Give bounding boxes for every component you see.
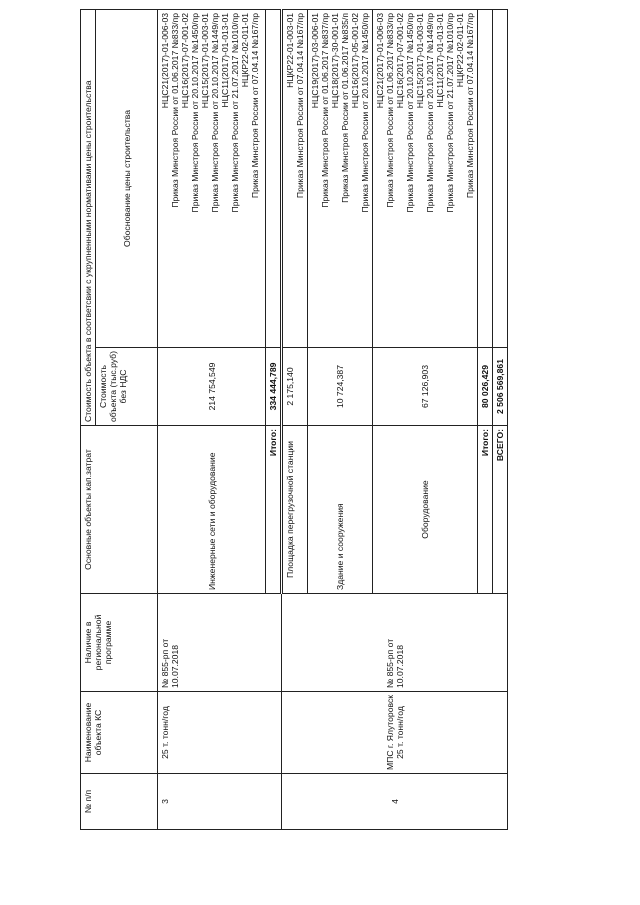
basis-line: Приказ Минстроя России от 07.04.14 №167/пр [295, 12, 305, 199]
basis-line: Приказ Минстроя России от 01.06.2017 №833/пр [170, 12, 180, 208]
basis-line: Приказ Минстроя России от 07.04.14 №167/пр [465, 12, 475, 199]
basis-line: НЦКР22-02-011-01 [455, 12, 465, 88]
row4-cost-2: 10 724,387 [308, 348, 373, 426]
grand-total: 2 506 569,861 [493, 348, 508, 426]
basis-line: НЦС21(2017)-01-006-03 [160, 12, 170, 109]
basis-line: Приказ Минстроя России от 20.10.2017 №1449/пр [425, 12, 435, 213]
basis-line: НЦС11(2017)-01-013-01 [220, 12, 230, 108]
basis-line: НЦС15(2017)-01-003-01 [415, 12, 425, 109]
basis-line: НЦС16(2017)-07-001-02 [395, 12, 405, 109]
header-num: № п/п [81, 774, 158, 830]
row4-object-2: Здание и сооружения [308, 426, 373, 594]
basis-line: НЦС15(2017)-01-003-01 [200, 12, 210, 109]
basis-line: НЦС16(2017)-07-001-02 [180, 12, 190, 109]
header-group: Стоимость объекта в соответсвии с укрупненными нормативами цены строительства [81, 9, 96, 425]
row4-num: 4 [282, 774, 508, 830]
grand-total-label: ВСЕГО: [493, 426, 508, 594]
basis-line: НЦКР22-01-003-01 [285, 12, 295, 88]
header-name: Наименование объекта КС [81, 692, 158, 774]
header-program: Наличие в региональной программе [81, 594, 158, 692]
rotated-page [80, 10, 510, 830]
row3-total: 334 444,789 [266, 348, 282, 426]
basis-line: Приказ Минстроя России от 01.06.2017 №833/пр [385, 12, 395, 208]
basis-line: НЦС18(2017)-30-001-01 [330, 12, 340, 109]
basis-line: НЦКР22-02-011-01 [240, 12, 250, 88]
row3-total-label: Итого: [266, 426, 282, 594]
basis-line: Приказ Минстроя России от 21.07.2017 №1010/пр [230, 12, 240, 213]
row3-cost: 214 754,549 [158, 348, 266, 426]
row3-object: Инженерные сети и оборудование [158, 426, 266, 594]
basis-line: Приказ Минстроя России от 20.10.2017 №1450/пр [360, 12, 370, 213]
row4-basis-3 [373, 9, 478, 347]
row3-basis [158, 9, 266, 347]
row4-basis-2 [308, 9, 373, 347]
basis-line: Приказ Минстроя России от 20.10.2017 №1449/пр [210, 12, 220, 213]
row4-basis-1 [282, 9, 308, 347]
basis-line: Приказ Минстроя России от 20.10.2017 №1450/пр [405, 12, 415, 213]
row3-program: № 855-рп от 10.07.2018 [158, 594, 282, 692]
row4-total-label: Итого: [478, 426, 493, 594]
header-objects: Основные объекты кап.затрат [81, 426, 158, 594]
header-basis: Обоснование цены строительства [96, 9, 158, 347]
row4-cost-3: 67 126,903 [373, 348, 478, 426]
header-cost: Стоимость объекта (тыс.руб) без НДС [96, 348, 158, 426]
basis-line: Приказ Минстроя России от 21.07.2017 №1010/пр [445, 12, 455, 213]
basis-line: Приказ Минстроя России от 01.06.2017 №835/п [340, 12, 350, 203]
row4-name: МПС г. Ялуторовск 25 т. тонн/год [282, 692, 508, 774]
basis-line: Приказ Минстроя России от 01.06.2017 №837/пр [320, 12, 330, 208]
basis-line: Приказ Минстроя России от 07.04.14 №167/пр [250, 12, 260, 199]
row4-object-1: Площадка перегрузочной станции [282, 426, 308, 594]
basis-line: Приказ Минстроя России от 20.10.2017 №1450/пр [190, 12, 200, 213]
row4-program: № 855-рп от 10.07.2018 [282, 594, 508, 692]
row3-name: 25 т. тонн/год [158, 692, 282, 774]
row4-cost-1: 2 175,140 [282, 348, 308, 426]
cost-table [80, 9, 508, 830]
basis-line: НЦС16(2017)-05-001-02 [350, 12, 360, 109]
row3-num: 3 [158, 774, 282, 830]
basis-line: НЦС11(2017)-01-013-01 [435, 12, 445, 108]
basis-line: НЦС19(2017)-03-006-01 [310, 12, 320, 109]
basis-line: НЦС21(2017)-01-006-03 [375, 12, 385, 109]
row4-object-3: Оборудование [373, 426, 478, 594]
row4-total: 80 026,429 [478, 348, 493, 426]
